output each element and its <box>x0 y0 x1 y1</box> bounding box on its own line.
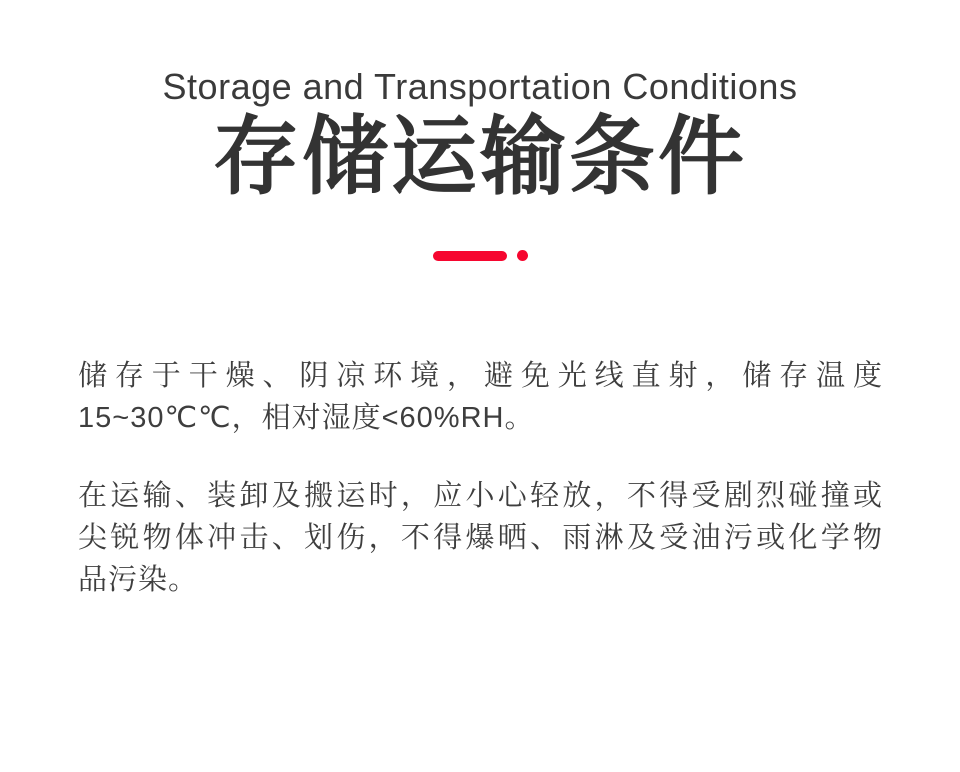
storage-paragraph <box>78 355 883 439</box>
accent-divider <box>0 250 960 261</box>
storage-paragraph-line-2: 15~30℃℃，相对湿度<60%RH。 <box>78 402 535 435</box>
divider-bar <box>433 251 507 261</box>
transport-paragraph-line-2: 尖锐物体冲击、划伤，不得爆晒、雨淋及受油污或化学物 <box>78 522 883 555</box>
body-text <box>78 355 883 601</box>
storage-paragraph-line-1: 储存于干燥、阴凉环境，避免光线直射，储存温度 <box>78 360 883 393</box>
transport-paragraph-line-1: 在运输、装卸及搬运时，应小心轻放，不得受剧烈碰撞或 <box>78 480 883 513</box>
section-title-chinese: 存储运输条件 <box>213 109 747 206</box>
transport-paragraph <box>78 475 883 601</box>
divider-dot <box>517 250 528 261</box>
section-title-english: Storage and Transportation Conditions <box>162 66 798 107</box>
transport-paragraph-line-3: 品污染。 <box>78 564 199 597</box>
